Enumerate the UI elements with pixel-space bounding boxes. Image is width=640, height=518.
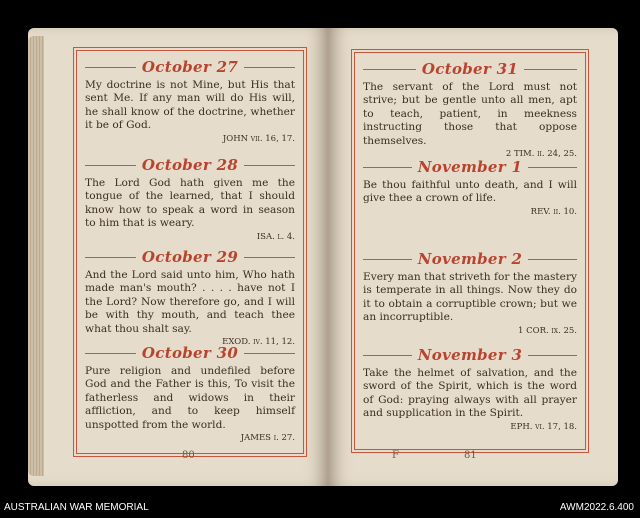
entry-october-31: [363, 59, 577, 159]
right-page-frame: [354, 52, 586, 450]
entry-verse: Pure religion and undefiled before God and the Father is this, To visit the fatherless and widows in their affliction, and to keep himself unspotted from the world.: [85, 365, 295, 431]
entry-date: November 2: [417, 250, 523, 268]
entry-heading: [363, 249, 577, 269]
entry-october-28: [85, 155, 295, 242]
entry-october-27: [85, 57, 295, 144]
entry-date: October 28: [141, 156, 239, 174]
entry-verse: Every man that striveth for the mastery is temperate in all things. Now they do it to obtain a corruptible crown; but we an incorruptible.: [363, 271, 577, 324]
entry-date: October 31: [421, 60, 519, 78]
entry-october-29: [85, 247, 295, 347]
entry-date: October 29: [141, 248, 239, 266]
entry-reference: EPH. vi. 17, 18.: [510, 421, 577, 432]
right-page: [328, 28, 618, 486]
entry-heading: [85, 247, 295, 267]
entry-heading: [85, 343, 295, 363]
entry-reference: 1 COR. ix. 25.: [518, 325, 577, 336]
entry-reference: JAMES i. 27.: [240, 433, 295, 444]
entry-reference: 2 TIM. ii. 24, 25.: [505, 149, 577, 160]
entry-verse: My doctrine is not Mine, but His that sent Me. If any man will do His will, he shall know of the doctrine, whether it be of God.: [85, 79, 295, 132]
entry-reference: REV. ii. 10.: [530, 206, 577, 217]
entry-verse: And the Lord said unto him, Who hath made man's mouth? . . . . have not I the Lord? Now therefore go, and I will be with thy mouth, and teach thee what thou shalt say.: [85, 269, 295, 335]
entry-reference: JOHN vii. 16, 17.: [222, 133, 295, 144]
accession-number: AWM2022.6.400: [559, 502, 634, 513]
entry-november-3: [363, 345, 577, 432]
entry-november-1: [363, 157, 577, 217]
entry-date: October 27: [141, 58, 239, 76]
left-page-frame: [76, 50, 304, 454]
entry-october-30: [85, 343, 295, 443]
institution-caption: AUSTRALIAN WAR MEMORIAL: [4, 502, 149, 513]
entry-reference: ISA. l. 4.: [256, 231, 295, 242]
entry-date: October 30: [141, 344, 239, 362]
entry-verse: The servant of the Lord must not strive; but be gentle unto all men, apt to teach, patient, in meekness instructing those that oppose themselves.: [363, 81, 577, 147]
entry-heading: [363, 157, 577, 177]
entry-date: November 1: [417, 158, 523, 176]
left-page-number: 80: [182, 450, 195, 461]
entry-heading: [363, 345, 577, 365]
entry-verse: The Lord God hath given me the tongue of the learned, that I should know how to speak a word in season to him that is weary.: [85, 177, 295, 230]
entry-verse: Take the helmet of salvation, and the sword of the Spirit, which is the word of God: praying always with all prayer and supplication in the Spirit.: [363, 367, 577, 420]
entry-heading: [85, 57, 295, 77]
left-page: [28, 28, 328, 486]
entry-november-2: [363, 249, 577, 336]
entry-heading: [85, 155, 295, 175]
entry-reference: EXOD. iv. 11, 12.: [222, 337, 295, 348]
signature-mark: F: [392, 450, 399, 461]
page-edges: [28, 36, 44, 476]
entry-heading: [363, 59, 577, 79]
right-page-number: 81: [464, 450, 477, 461]
open-book: [28, 28, 618, 486]
entry-verse: Be thou faithful unto death, and I will give thee a crown of life.: [363, 179, 577, 205]
entry-date: November 3: [417, 346, 523, 364]
